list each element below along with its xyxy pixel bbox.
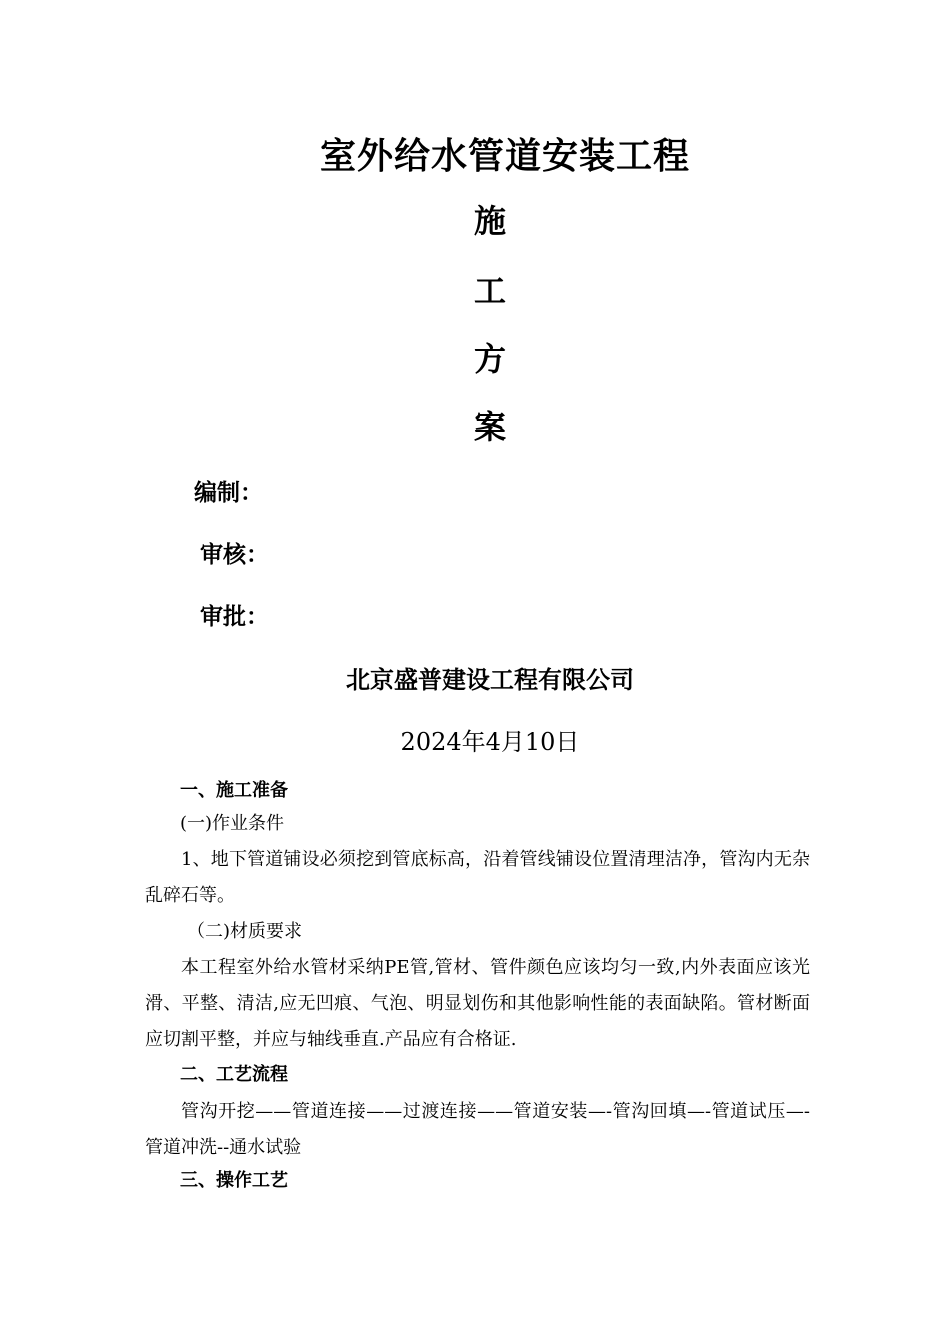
reviewed-by-label: 审核： (200, 541, 269, 568)
vertical-title-char-2: 工 (474, 272, 507, 310)
company-name: 北京盛普建设工程有限公司 (346, 665, 634, 694)
section-2-paragraph: 管沟开挖——管道连接——过渡连接——管道安装—-管沟回填—-管道试压—-管道冲洗--通水试验 (145, 1101, 810, 1158)
approved-by-label: 审批： (200, 603, 269, 630)
document-date: 2024年4月10日 (400, 728, 580, 756)
section-1-paragraph-1: 1、地下管道铺设必须挖到管底标高，沿着管线铺设位置清理洁净，管沟内无杂乱碎石等。 (145, 849, 810, 906)
section-2-heading: 二、工艺流程 (180, 1064, 288, 1085)
vertical-title-char-1: 施 (474, 202, 507, 240)
section-3-heading: 三、操作工艺 (180, 1170, 288, 1191)
vertical-title-char-3: 方 (474, 340, 507, 378)
vertical-title-char-4: 案 (474, 408, 507, 446)
section-1-heading: 一、施工准备 (180, 780, 288, 801)
section-1-subheading-1: (一)作业条件 (180, 813, 285, 834)
section-1-subheading-2: （二)材质要求 (187, 921, 303, 942)
compiled-by-label: 编制： (194, 479, 263, 506)
document-title: 室外给水管道安装工程 (319, 135, 690, 177)
section-1-paragraph-2: 本工程室外给水管材采纳PE管,管材、管件颜色应该均匀一致,内外表面应该光滑、平整、清洁,应无凹痕、气泡、明显划伤和其他影响性能的表面缺陷。管材断面应切割平整，并应与轴线垂直.产品应有合格证. (145, 957, 810, 1050)
